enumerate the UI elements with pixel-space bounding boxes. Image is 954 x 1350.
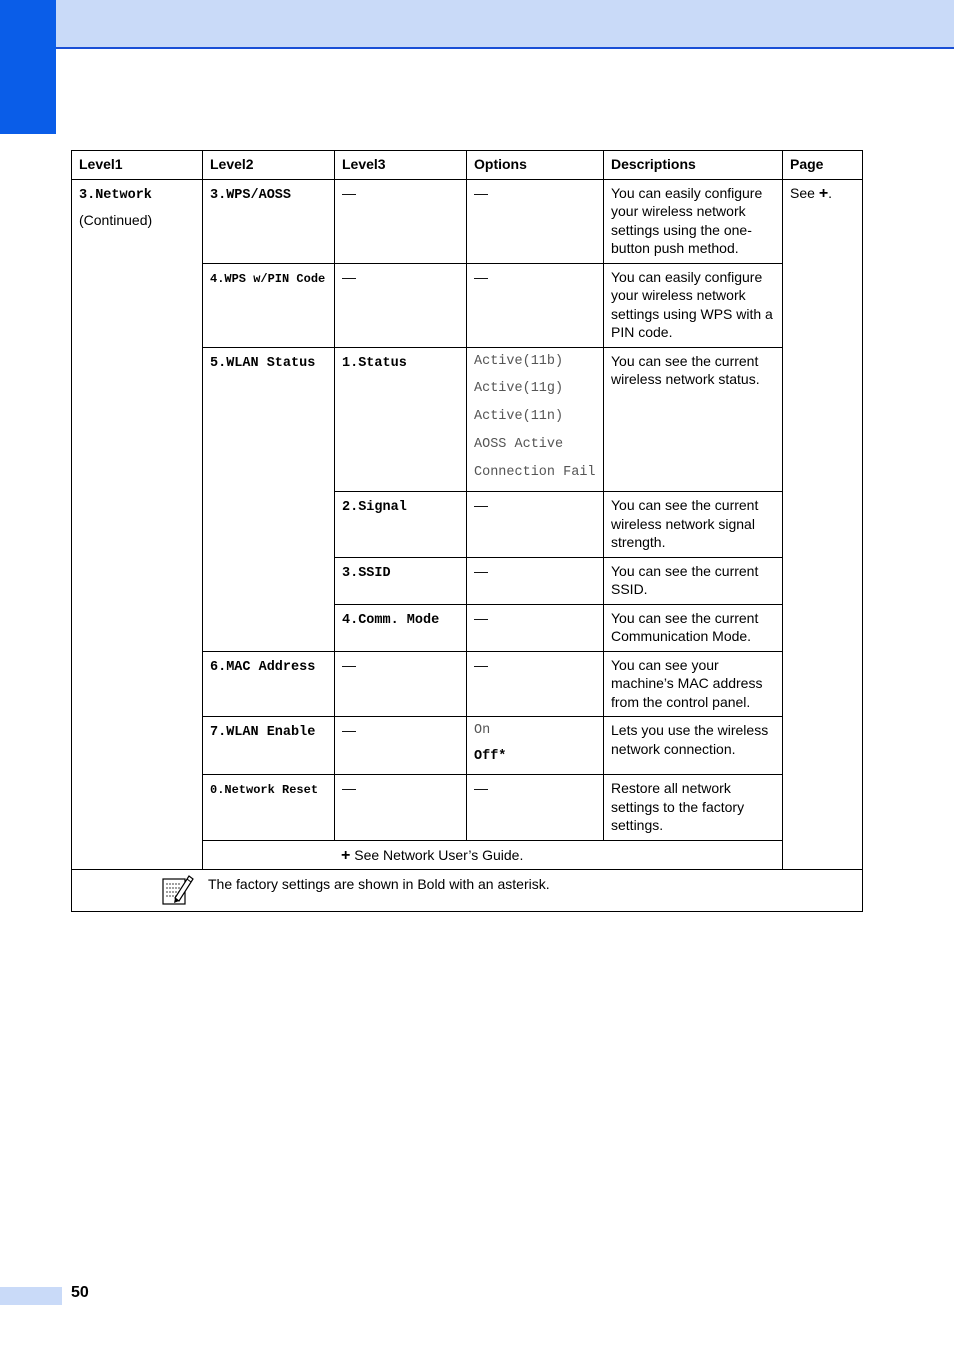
pencil-note-icon bbox=[161, 872, 195, 906]
header-level2: Level2 bbox=[203, 151, 335, 180]
page-number: 50 bbox=[71, 1284, 89, 1301]
description-cell: You can see your machine’s MAC address from the control panel. bbox=[604, 651, 783, 717]
level2-network-reset: 0.Network Reset bbox=[210, 783, 319, 798]
level2-wlan-enable: 7.WLAN Enable bbox=[210, 725, 316, 741]
level3-ssid: 3.SSID bbox=[342, 565, 391, 581]
page-number-tab bbox=[0, 1287, 62, 1305]
level1-label: 3.Network bbox=[79, 187, 152, 203]
options-cell: — bbox=[467, 651, 604, 717]
option-on: On bbox=[474, 723, 491, 739]
note-row bbox=[72, 870, 863, 912]
description-cell: You can see the current Communication Mode. bbox=[604, 604, 783, 651]
level3-cell: — bbox=[335, 717, 467, 775]
footnote-text: See Network User’s Guide. bbox=[354, 846, 524, 863]
level3-cell: — bbox=[335, 179, 467, 263]
chapter-tab bbox=[0, 0, 56, 134]
header-page: Page bbox=[783, 151, 863, 180]
description-cell: You can easily configure your wireless network settings using the one-button push method. bbox=[604, 179, 783, 263]
level3-cell: — bbox=[335, 651, 467, 717]
option-aoss-active: AOSS Active bbox=[474, 436, 564, 452]
options-cell bbox=[467, 717, 604, 775]
description-cell: You can see the current wireless network status. bbox=[604, 347, 783, 492]
header-level1: Level1 bbox=[72, 151, 203, 180]
option-active-11b: Active(11b) bbox=[474, 353, 564, 369]
page-suffix: . bbox=[828, 184, 833, 201]
header-level3: Level3 bbox=[335, 151, 467, 180]
table-row bbox=[72, 179, 863, 263]
header-descriptions: Descriptions bbox=[604, 151, 783, 180]
level1-cell bbox=[72, 179, 203, 870]
level2-wps-aoss: 3.WPS/AOSS bbox=[210, 187, 292, 203]
option-off-default: Off* bbox=[474, 749, 507, 765]
level3-cell: — bbox=[335, 263, 467, 347]
note-cell bbox=[72, 870, 863, 912]
page-see-label: See bbox=[790, 184, 815, 201]
level3-cell: — bbox=[335, 775, 467, 841]
level3-signal: 2.Signal bbox=[342, 500, 407, 516]
description-cell: You can see the current SSID. bbox=[604, 557, 783, 604]
options-cell: — bbox=[467, 557, 604, 604]
header-row bbox=[72, 151, 863, 180]
options-cell: — bbox=[467, 775, 604, 841]
option-active-11n: Active(11n) bbox=[474, 409, 564, 425]
settings-table bbox=[71, 150, 863, 912]
footnote-plus-icon: + bbox=[341, 846, 351, 864]
note-text: The factory settings are shown in Bold with an asterisk. bbox=[208, 876, 550, 893]
options-cell: — bbox=[467, 604, 604, 651]
level2-mac-address: 6.MAC Address bbox=[210, 659, 316, 675]
description-cell: Restore all network settings to the factory settings. bbox=[604, 775, 783, 841]
option-active-11g: Active(11g) bbox=[474, 381, 564, 397]
header-band bbox=[0, 0, 954, 49]
options-cell bbox=[467, 347, 604, 492]
header-options: Options bbox=[467, 151, 604, 180]
level3-status: 1.Status bbox=[342, 355, 407, 371]
options-cell: — bbox=[467, 263, 604, 347]
option-connection-fail: Connection Fail bbox=[474, 464, 596, 480]
options-cell: — bbox=[467, 179, 604, 263]
description-cell: You can easily configure your wireless network settings using WPS with a PIN code. bbox=[604, 263, 783, 347]
continued-label: (Continued) bbox=[79, 212, 153, 228]
cross-reference-icon: + bbox=[818, 184, 829, 202]
options-cell: — bbox=[467, 492, 604, 558]
page-cell bbox=[783, 179, 863, 870]
level3-comm-mode: 4.Comm. Mode bbox=[342, 612, 440, 628]
description-cell: Lets you use the wireless network connection. bbox=[604, 717, 783, 775]
level2-wlan-status: 5.WLAN Status bbox=[210, 355, 316, 371]
footnote-cell bbox=[203, 840, 863, 870]
description-cell: You can see the current wireless network signal strength. bbox=[604, 492, 783, 558]
level2-wps-pin: 4.WPS w/PIN Code bbox=[210, 271, 326, 286]
